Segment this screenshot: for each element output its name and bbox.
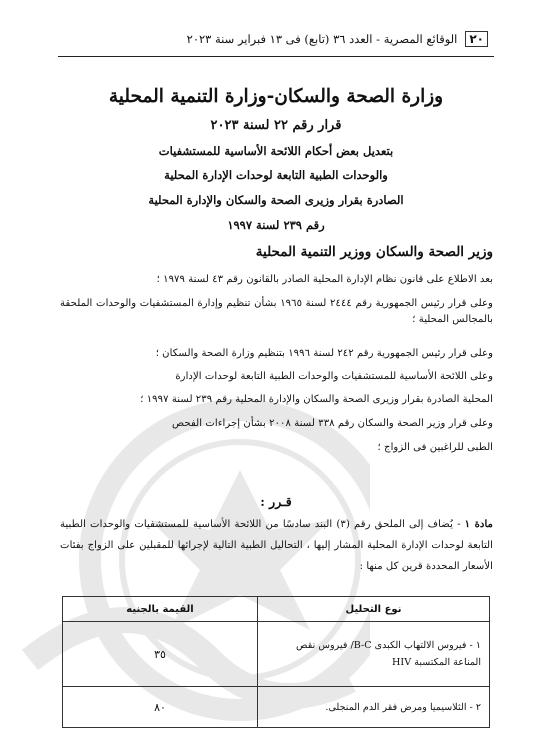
preamble-clause: بعد الاطلاع على قانون نظام الإدارة المحلية الصادر بالقانون رقم ٤٣ لسنة ١٩٧٩ ؛ bbox=[156, 274, 493, 285]
test-name-cell: ٢ - الثلاسيميا ومرض فقر الدم المنجلى. bbox=[258, 687, 490, 728]
article-1 bbox=[60, 514, 493, 577]
decree-subtitle-line: الصادرة بقرار وزيرى الصحة والسكان والإدارة المحلية bbox=[148, 193, 404, 207]
table-row bbox=[63, 687, 490, 728]
page-number: ٢٠ bbox=[465, 31, 488, 47]
running-header-text: الوقائع المصرية - العدد ٣٦ (تابع) فى ١٣ فبراير سنة ٢٠٢٣ bbox=[186, 32, 458, 46]
tests-price-table bbox=[62, 596, 490, 728]
header-divider bbox=[58, 56, 494, 57]
decree-subtitle-line: بتعديل بعض أحكام اللائحة الأساسية للمستشفيات bbox=[158, 144, 394, 158]
preamble-clause: المحلية الصادرة بقرار وزيرى الصحة والسكان والإدارة المحلية رقم ٢٣٩ لسنة ١٩٩٧ ؛ bbox=[140, 394, 493, 405]
price-cell: ٣٥ bbox=[63, 622, 258, 687]
decree-number: قرار رقم ٢٢ لسنة ٢٠٢٣ bbox=[210, 118, 342, 133]
table-header-row bbox=[63, 597, 490, 622]
price-cell: ٨٠ bbox=[63, 687, 258, 728]
test-name-cell: ١ - فيروس الالتهاب الكبدى B-C/ فيروس نقص المناعة المكتسبة HIV bbox=[258, 622, 490, 687]
column-header-price: القيمة بالجنيه bbox=[63, 597, 258, 622]
preamble-clause: وعلى قرار وزير الصحة والسكان رقم ٣٣٨ لسنة ٢٠٠٨ بشأن إجراءات الفحص bbox=[171, 418, 493, 429]
preamble-clause: وعلى قرار رئيس الجمهورية رقم ٢٤٢ لسنة ١٩٩٦ بتنظيم وزارة الصحة والسكان ؛ bbox=[155, 348, 493, 359]
article-label: مادة ١ bbox=[464, 518, 494, 530]
table-row bbox=[63, 622, 490, 687]
preamble-clause: الطبى للراغبين فى الزواج ؛ bbox=[377, 442, 493, 453]
decree-subtitle-line: والوحدات الطبية التابعة لوحدات الإدارة المحلية bbox=[164, 168, 388, 182]
preamble-clause: وعلى اللائحة الأساسية للمستشفيات والوحدات الطبية التابعة لوحدات الإدارة bbox=[175, 371, 493, 382]
article-text: - يُضاف إلى الملحق رقم (٣) البند سادسًا من اللائحة الأساسية للمستشفيات والوحدات الطبية التابعة لوحدات الإدارة المحلية المشار إليها ، التحاليل الطبية التالية لإجرائها للمقبلين على الزواج بفئات الأسعار المحددة قرين كل منها : bbox=[60, 519, 493, 572]
decree-subtitle-line: رقم ٢٣٩ لسنة ١٩٩٧ bbox=[227, 218, 325, 232]
decided-heading: قـرر : bbox=[260, 494, 292, 509]
column-header-test-type: نوع التحليل bbox=[258, 597, 490, 622]
preamble-clause: وعلى قرار رئيس الجمهورية رقم ٢٤٤٤ لسنة ١٩٦٥ بشأن تنظيم وإدارة المستشفيات والوحدات الملحقة بالمجالس المحلية ؛ bbox=[60, 298, 493, 325]
ministry-title: وزارة الصحة والسكان-وزارة التنمية المحلية bbox=[108, 86, 444, 107]
issuer-heading: وزير الصحة والسكان ووزير التنمية المحلية bbox=[255, 244, 493, 260]
running-header bbox=[118, 28, 488, 50]
